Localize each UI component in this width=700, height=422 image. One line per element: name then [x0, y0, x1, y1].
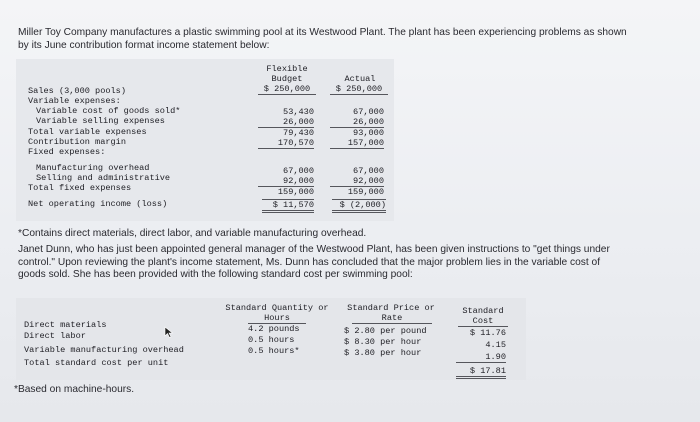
paragraph-line-2: control." Upon reviewing the plant's income statement, Ms. Dunn has concluded that the major problem lies in the variable cost of — [18, 256, 601, 268]
actual-sales: $ 250,000 — [330, 84, 388, 95]
flexible-contribution-margin: 170,570 — [258, 138, 314, 149]
std-qty-header-1: Standard Quantity or — [225, 303, 329, 313]
row-variable-expenses-label: Variable expenses: — [28, 96, 121, 106]
actual-net-operating-income: $ (2,000) — [332, 199, 386, 213]
std-row-direct-labor-label: Direct labor — [24, 331, 86, 341]
actual-total-variable: 93,000 — [330, 127, 384, 138]
std-cost-total: $ 17.81 — [456, 366, 506, 379]
row-contribution-margin-label: Contribution margin — [28, 137, 126, 147]
row-net-operating-income-label: Net operating income (loss) — [28, 199, 168, 209]
std-cost-header-1: Standard — [462, 306, 504, 316]
std-cost-header-2: Cost — [458, 316, 508, 327]
flexible-header-2: Budget — [271, 74, 303, 84]
std-qty-header-2: Hours — [248, 313, 306, 324]
row-total-fixed-label: Total fixed expenses — [28, 183, 132, 193]
row-total-variable-label: Total variable expenses — [28, 127, 147, 137]
narrative-paragraph — [18, 244, 698, 282]
row-variable-cogs-label: Variable cost of goods sold* — [36, 106, 181, 116]
std-row-direct-materials-label: Direct materials — [24, 320, 107, 330]
row-sales-label: Sales (3,000 pools) — [28, 86, 126, 96]
actual-variable-cogs: 67,000 — [353, 107, 384, 117]
std-qty-variable-overhead: 0.5 hours* — [248, 346, 300, 356]
flexible-total-variable: 79,430 — [258, 127, 314, 138]
actual-contribution-margin: 157,000 — [330, 138, 384, 149]
intro-text — [18, 26, 700, 52]
flexible-net-operating-income: $ 11,570 — [262, 199, 314, 213]
std-price-direct-materials: $ 2.80 per pound — [344, 326, 427, 336]
footnote-machine-hours: *Based on machine-hours. — [14, 384, 135, 395]
std-cost-variable-overhead: 1.90 — [456, 352, 506, 363]
flexible-header-1: Flexible — [266, 64, 308, 74]
flexible-selling-admin: 92,000 — [283, 176, 314, 186]
actual-mfg-overhead: 67,000 — [353, 166, 384, 176]
flexible-budget-sales: $ 250,000 — [258, 84, 316, 95]
mouse-cursor-icon — [164, 326, 174, 338]
actual-variable-selling: 26,000 — [353, 117, 384, 127]
row-variable-selling-label: Variable selling expenses — [36, 116, 165, 126]
paragraph-line-3: goods sold. She has been provided with the following standard cost per swimming pool: — [18, 269, 413, 281]
row-mfg-overhead-label: Manufacturing overhead — [36, 163, 150, 173]
actual-selling-admin: 92,000 — [353, 176, 384, 186]
std-price-header-1: Standard Price or — [347, 303, 435, 313]
std-price-direct-labor: $ 8.30 per hour — [344, 337, 422, 347]
std-row-variable-overhead-label: Variable manufacturing overhead — [24, 345, 184, 355]
std-qty-direct-materials: 4.2 pounds — [248, 324, 300, 334]
intro-line-2: by its June contribution format income statement below: — [18, 40, 270, 51]
row-fixed-expenses-label: Fixed expenses: — [28, 147, 106, 157]
row-selling-admin-label: Selling and administrative — [36, 173, 171, 183]
std-cost-direct-materials: $ 11.76 — [469, 328, 506, 338]
std-price-variable-overhead: $ 3.80 per hour — [344, 348, 422, 358]
flexible-variable-cogs: 53,430 — [283, 107, 314, 117]
flexible-variable-selling: 26,000 — [283, 117, 314, 127]
std-cost-direct-labor: 4.15 — [485, 340, 506, 350]
std-price-header-2: Rate — [352, 313, 432, 324]
flexible-total-fixed: 159,000 — [258, 186, 314, 197]
paragraph-line-1: Janet Dunn, who has just been appointed general manager of the Westwood Plant, has been given instructions to "get things under — [18, 244, 610, 255]
flexible-mfg-overhead: 67,000 — [283, 166, 314, 176]
actual-total-fixed: 159,000 — [330, 186, 384, 197]
actual-header: Actual — [344, 74, 376, 84]
intro-line-1: Miller Toy Company manufactures a plastic swimming pool at its Westwood Plant. The plant has been experiencing problems as shown — [18, 27, 627, 38]
std-row-total-label: Total standard cost per unit — [24, 358, 169, 368]
footnote-variable-cogs: *Contains direct materials, direct labor, and variable manufacturing overhead. — [18, 228, 367, 239]
std-qty-direct-labor: 0.5 hours — [248, 335, 295, 345]
